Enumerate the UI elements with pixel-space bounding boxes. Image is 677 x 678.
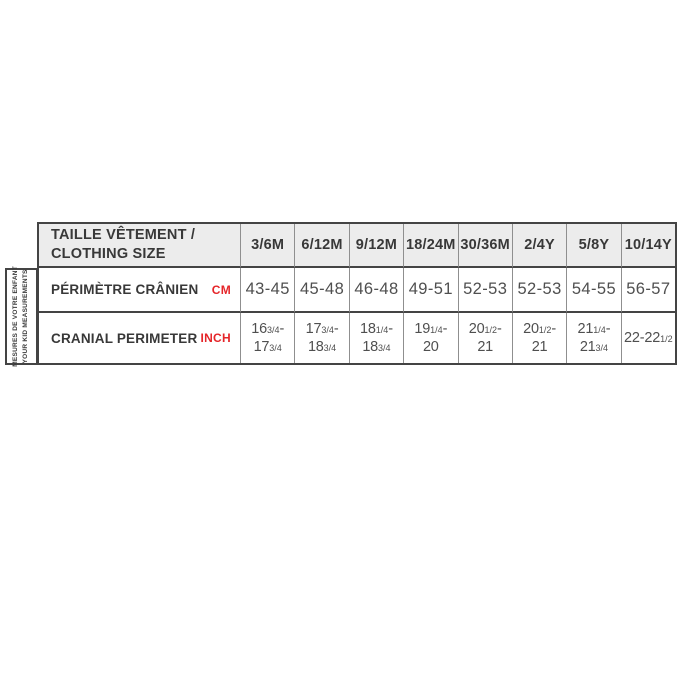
side-measurements-label: [11, 266, 32, 367]
inch-value-line1: 201/2-: [523, 320, 556, 337]
inch-value-line1: 181/4-: [359, 320, 393, 337]
inch-value-line2: 20: [422, 339, 439, 355]
cm-row-label: PÉRIMÈTRE CRÂNIEN: [51, 282, 199, 297]
table-title-line2: CLOTHING SIZE: [51, 246, 166, 262]
cm-row-label-cell: [39, 268, 240, 313]
cm-value-6-12m: 45-48: [294, 268, 348, 313]
inch-value-9-12m: [349, 313, 403, 363]
cm-value-18-24m: 49-51: [403, 268, 457, 313]
inch-value-line1: 173/4-: [305, 320, 339, 337]
cm-unit-label: CM: [211, 282, 231, 297]
table-title-line1: TAILLE VÊTEMENT /: [51, 227, 196, 244]
cm-value-2-4y: 52-53: [512, 268, 566, 313]
inch-value-line2: 183/4: [307, 339, 337, 355]
inch-value-line2: 21: [477, 339, 494, 355]
inch-row-label-cell: [39, 313, 240, 363]
column-header-18-24m: 18/24M: [403, 224, 457, 268]
inch-value-10-14y: [621, 313, 675, 363]
inch-value-3-6m: [240, 313, 294, 363]
inch-value-line1: 191/4-: [414, 320, 448, 337]
inch-value-line1: 163/4-: [251, 320, 285, 337]
side-measurements-box: [5, 268, 38, 365]
inch-unit-label: INCH: [200, 331, 231, 345]
inch-value-line1: 211/4-: [577, 320, 611, 337]
inch-value-5-8y: [566, 313, 620, 363]
column-header-5-8y: 5/8Y: [566, 224, 620, 268]
inch-value-line1: 201/2-: [468, 320, 502, 337]
inch-value-line2: 173/4: [253, 339, 282, 355]
column-header-30-36m: 30/36M: [458, 224, 512, 268]
column-header-6-12m: 6/12M: [294, 224, 348, 268]
inch-value-line2: 21: [531, 339, 548, 355]
inch-value-line2: 183/4: [362, 339, 391, 355]
column-header-3-6m: 3/6M: [240, 224, 294, 268]
inch-value-2-4y: [512, 313, 566, 363]
column-header-9-12m: 9/12M: [349, 224, 403, 268]
inch-value-line2: 213/4: [579, 339, 609, 355]
size-table: [37, 222, 677, 365]
side-label-en: YOUR KID MEASUREMENTS: [22, 269, 30, 364]
side-label-fr: MESURES DE VOTRE ENFANT: [12, 266, 20, 367]
column-header-10-14y: 10/14Y: [621, 224, 675, 268]
cm-value-9-12m: 46-48: [349, 268, 403, 313]
cm-value-10-14y: 56-57: [621, 268, 675, 313]
table-title-cell: [39, 224, 240, 268]
inch-value-6-12m: [294, 313, 348, 363]
inch-row-label: CRANIAL PERIMETER: [51, 330, 198, 346]
cm-value-30-36m: 52-53: [458, 268, 512, 313]
cm-value-5-8y: 54-55: [566, 268, 620, 313]
inch-value-18-24m: [403, 313, 457, 363]
inch-value-line1: 22-221/2: [624, 329, 673, 346]
column-header-2-4y: 2/4Y: [512, 224, 566, 268]
inch-value-30-36m: [458, 313, 512, 363]
cm-value-3-6m: 43-45: [240, 268, 294, 313]
